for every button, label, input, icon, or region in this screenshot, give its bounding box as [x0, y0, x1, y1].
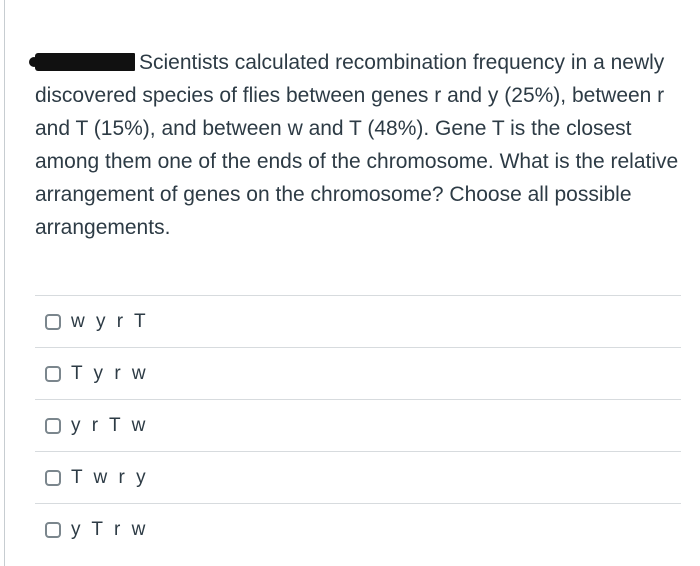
question-card — [4, 0, 700, 566]
answer-label: w y r T — [71, 310, 149, 332]
answer-label: y r T w — [71, 414, 149, 436]
answer-option-2[interactable] — [35, 347, 681, 399]
answer-label: T y r w — [71, 362, 149, 384]
answer-option-4[interactable] — [35, 451, 681, 503]
answer-option-3[interactable] — [35, 399, 681, 451]
question-text: Scientists calculated recombination frequency in a newly discovered species of flies between genes r and y (25%), between r and T (15%), and between w and T (48%). Gene T is the closest among them one of the ends of the chromosome. What is the relative arrangement of genes on the chromosome? Choose all possible arrangements. — [35, 51, 679, 239]
answer-option-5[interactable] — [35, 503, 681, 555]
checkbox-icon[interactable] — [45, 470, 61, 486]
checkbox-icon[interactable] — [45, 314, 61, 330]
question-text-block — [35, 46, 685, 244]
redaction-mark — [35, 53, 135, 71]
answer-label: T w r y — [71, 466, 149, 488]
checkbox-icon[interactable] — [45, 418, 61, 434]
answer-option-1[interactable] — [35, 295, 681, 347]
checkbox-icon[interactable] — [45, 366, 61, 382]
answer-label: y T r w — [71, 518, 149, 540]
checkbox-icon[interactable] — [45, 522, 61, 538]
answer-list — [35, 295, 681, 555]
